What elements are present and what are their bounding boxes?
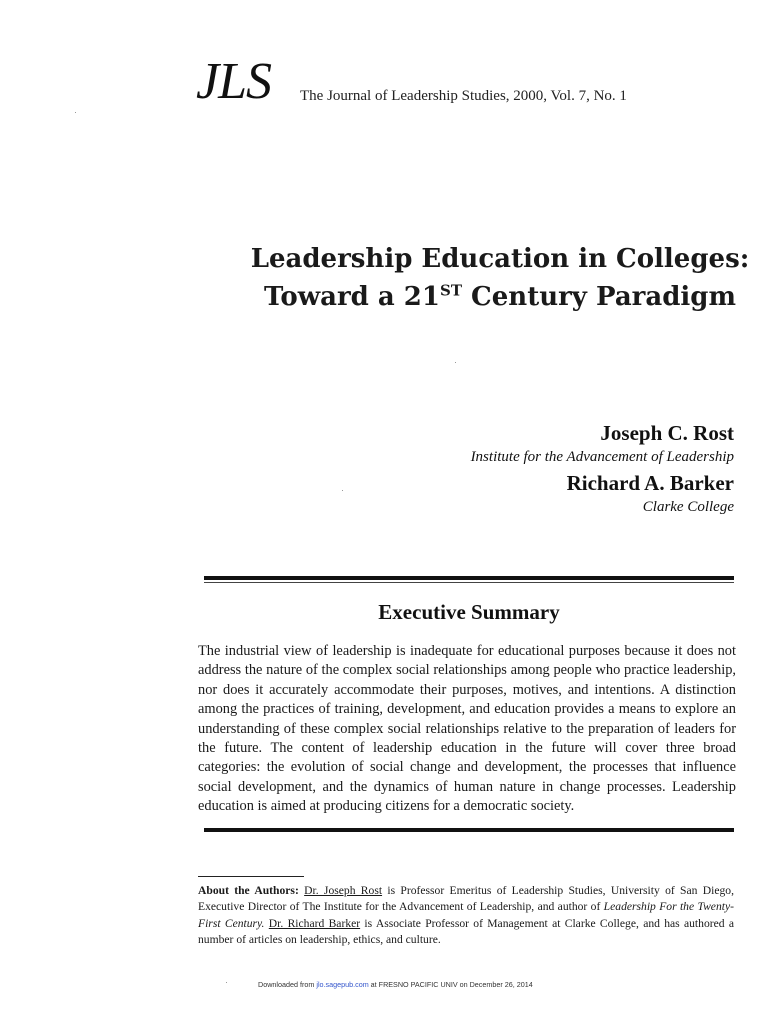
author-block [314, 420, 734, 520]
summary-body: The industrial view of leadership is inadequate for educational purposes because it does not address the nature of the complex social relationships among people who practice leadership, nor does it accurately accommodate their purposes, motives, and intentions. A distinction among the practices of training, development, and education provides a means to explore an understanding of these complex social relationships relative to the preparation of leaders for the future. The content of leadership education in the future will cover three broad categories: the evolution of social change and development, the processes that influence social development, and the dynamics of human nature in change processes. Leadership education is aimed at producing citizens for a democratic society. [198, 643, 736, 815]
scan-speck [455, 362, 456, 363]
author-name-1: Joseph C. Rost [600, 421, 734, 445]
download-suffix: at FRESNO PACIFIC UNIV on December 26, 2014 [368, 980, 533, 989]
title-superscript: ST [440, 281, 462, 300]
title-line-2-end: Century Paradigm [462, 282, 736, 312]
scan-speck [342, 490, 343, 491]
footnote-text-3: is Associate Professor of Management at Clarke College, and has authored a number of articles on leadership, ethics, and culture. [198, 916, 734, 947]
journal-citation: The Journal of Leadership Studies, 2000, Vol. 7, No. 1 [300, 88, 627, 104]
title-line-2-start: Toward a 21 [264, 282, 440, 312]
footnote-lead: About the Authors: [198, 884, 299, 897]
author-affiliation-1: Institute for the Advancement of Leadership [470, 449, 734, 465]
summary-top-rule [204, 576, 734, 580]
summary-bottom-rule [204, 828, 734, 832]
author-name-2: Richard A. Barker [566, 471, 734, 495]
article-title [250, 240, 750, 316]
footnote-author-1: Dr. Joseph Rost [304, 884, 383, 897]
journal-logo: JLS [196, 53, 271, 110]
footnote-author-2: Dr. Richard Barker [268, 916, 361, 930]
download-prefix: Downloaded from [258, 980, 317, 989]
scan-speck [226, 982, 227, 983]
about-authors-footnote [198, 883, 734, 949]
footnote-book-title: Leadership For the Twenty-First Century. [198, 900, 734, 930]
footnote-text-1: is Professor Emeritus of Leadership Studies, University of San Diego, Executive Director of The Institute for the Advancement of Leadership, and author of [198, 884, 734, 914]
title-line-1: Leadership Education in Colleges: [250, 244, 750, 274]
footnote-rule [198, 876, 304, 877]
download-notice [258, 980, 533, 989]
download-link[interactable]: jlo.sagepub.com [316, 980, 369, 989]
summary-heading: Executive Summary [378, 600, 560, 624]
scan-speck [75, 112, 76, 113]
title-line-2 [250, 278, 750, 316]
author-affiliation-2: Clarke College [642, 499, 734, 515]
summary-top-thin-rule [204, 582, 734, 583]
